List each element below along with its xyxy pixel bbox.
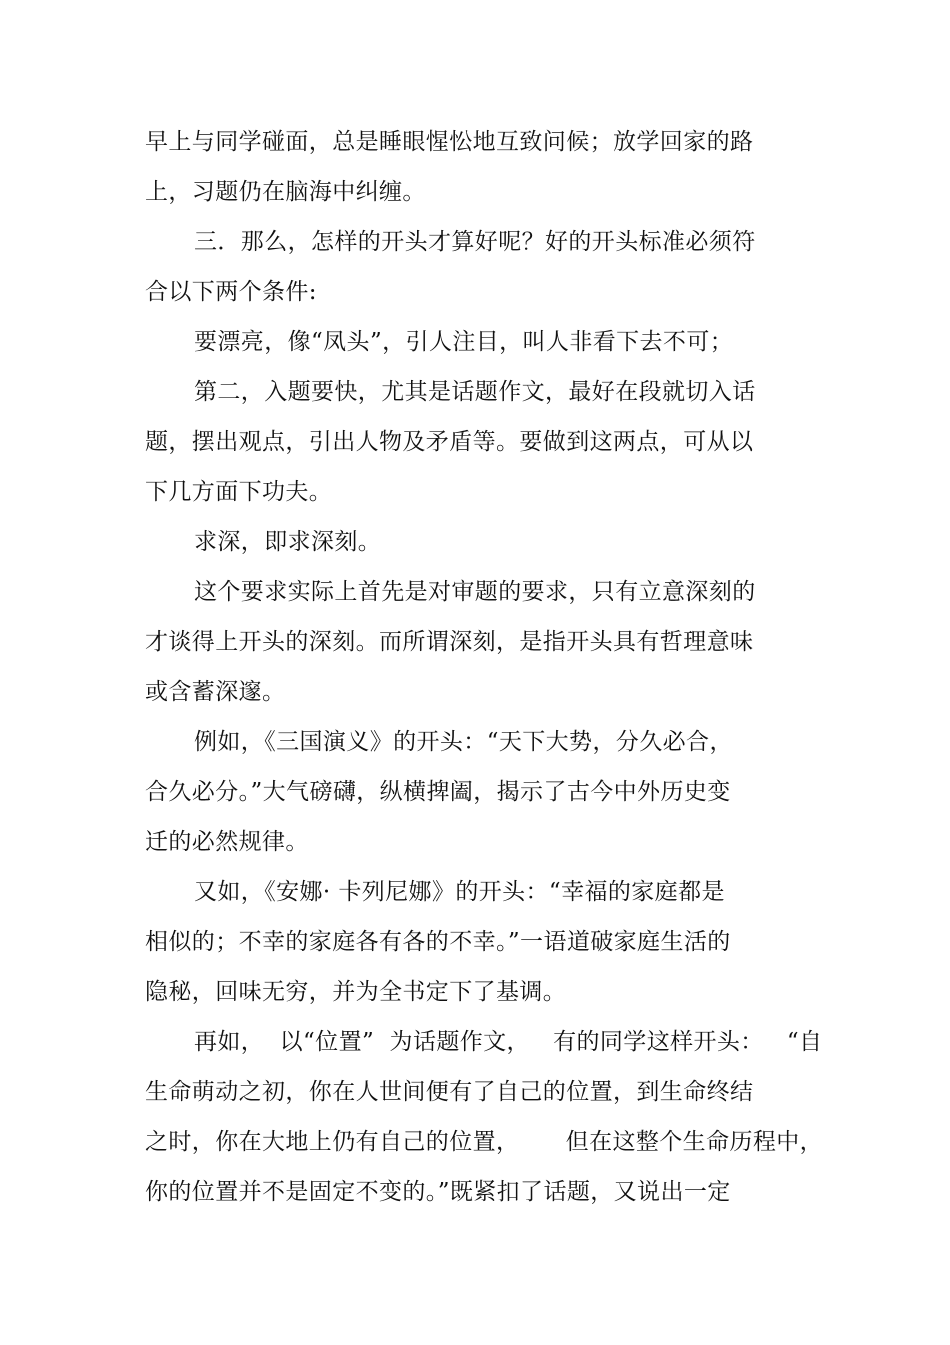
text-line-2: 上，习题仍在脑海中纠缠。 xyxy=(145,179,426,205)
text-line-4: 合以下两个条件: xyxy=(145,279,317,305)
text-line-13: 例如，《三国演义》的开头：“天下大势，分久必合， xyxy=(194,729,733,755)
text-line-20: 生命萌动之初，你在人世间便有了自己的位置，到生命终结 xyxy=(145,1079,754,1105)
text-line-9: 求深，即求深刻。 xyxy=(194,529,382,555)
text-line-14: 合久必分。”大气磅礴，纵横捭阖，揭示了古今中外历史变 xyxy=(145,779,731,805)
text-line-6: 第二，入题要快，尤其是话题作文，最好在段就切入话 xyxy=(194,379,756,405)
text-line-3: 三．那么，怎样的开头才算好呢？好的开头标准必须符 xyxy=(194,229,756,255)
text-line-5: 要漂亮，像“凤头”，引人注目，叫人非看下去不可； xyxy=(194,329,734,355)
text-line-8: 下几方面下功夫。 xyxy=(145,479,333,505)
text-line-21: 之时，你在大地上仍有自己的位置， 但在这整个生命历程中， xyxy=(145,1129,824,1155)
text-line-12: 或含蓄深邃。 xyxy=(145,679,286,705)
text-line-19: 再如， 以“位置” 为话题作文， 有的同学这样开头： “自 xyxy=(194,1029,823,1055)
text-line-10: 这个要求实际上首先是对审题的要求，只有立意深刻的 xyxy=(194,579,756,605)
text-line-11: 才谈得上开头的深刻。而所谓深刻，是指开头具有哲理意味 xyxy=(145,629,754,655)
text-line-7: 题，摆出观点，引出人物及矛盾等。要做到这两点，可从以 xyxy=(145,429,754,455)
text-line-17: 相似的；不幸的家庭各有各的不幸。”一语道破家庭生活的 xyxy=(145,929,731,955)
text-line-16: 又如，《安娜· 卡列尼娜》的开头：“幸福的家庭都是 xyxy=(194,879,725,905)
text-line-1: 早上与同学碰面，总是睡眼惺忪地互致问候；放学回家的路 xyxy=(145,129,754,155)
text-line-18: 隐秘，回味无穷，并为全书定下了基调。 xyxy=(145,979,567,1005)
text-line-15: 迁的必然规律。 xyxy=(145,829,309,855)
text-line-22: 你的位置并不是固定不变的。”既紧扣了话题，又说出一定 xyxy=(145,1179,731,1205)
